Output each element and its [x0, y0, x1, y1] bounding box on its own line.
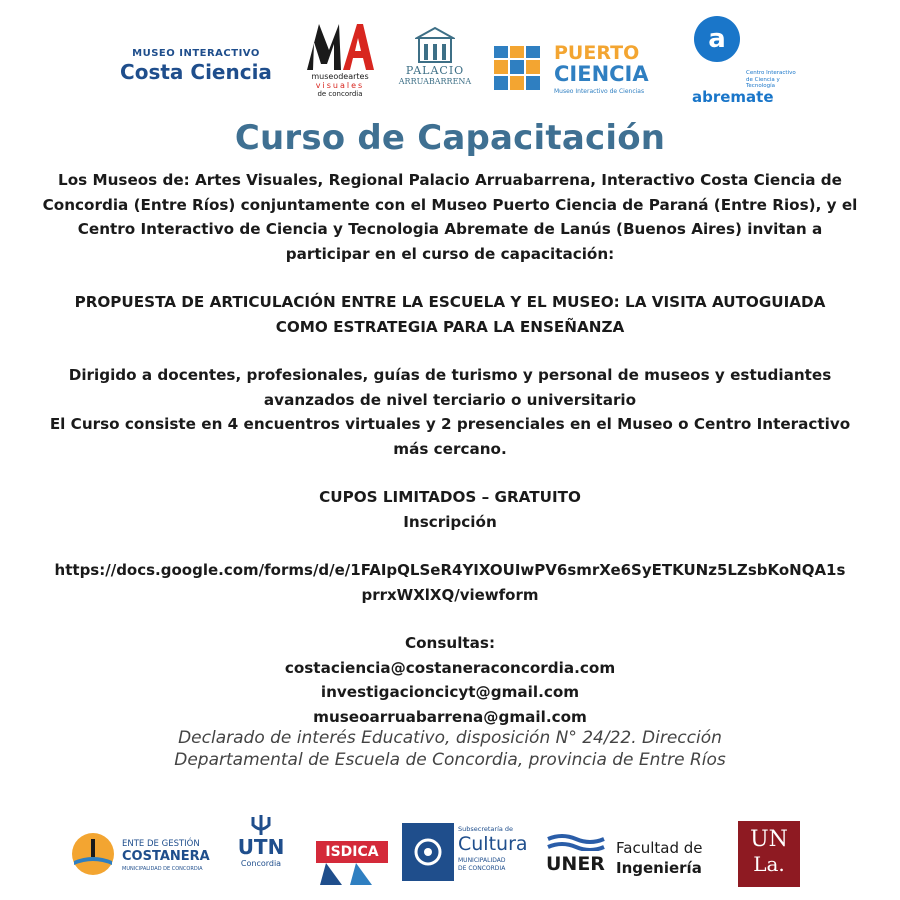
- audience-line: El Curso consiste en 4 encuentros virtuales y 2 presenciales en el Museo o Centro Interactivo: [49, 415, 851, 433]
- utn-label: UTN: [237, 835, 285, 859]
- uner-logo: [546, 833, 716, 885]
- museo-artes-logo: [300, 20, 380, 108]
- costanera-line2: COSTANERA: [122, 849, 210, 864]
- facultad-line2: Ingeniería: [616, 859, 702, 877]
- audience-paragraph: [20, 363, 880, 461]
- utn-symbol-icon: [249, 815, 273, 835]
- declaration-line: Departamental de Escuela de Concordia, provincia de Entre Ríos: [174, 750, 726, 770]
- declaration-note: [0, 727, 900, 771]
- cultura-logo: [402, 823, 530, 885]
- palace-icon: [415, 26, 455, 64]
- costa-ciencia-logo: [106, 48, 286, 92]
- proposal-title: [20, 290, 880, 339]
- abremate-sub2: de Ciencia y Tecnología: [746, 77, 780, 89]
- isdica-logo: [316, 829, 388, 887]
- unla-logo: [738, 821, 800, 887]
- puerto-sub: Museo Interactivo de Ciencias: [554, 88, 645, 95]
- contact-email[interactable]: investigacioncicyt@gmail.com: [320, 683, 580, 701]
- contacts-label: Consultas:: [404, 634, 496, 652]
- page-title: Curso de Capacitación: [234, 118, 666, 158]
- quota-label: CUPOS LIMITADOS – GRATUITO: [319, 488, 581, 506]
- intro-line: Los Museos de: Artes Visuales, Regional Palacio Arruabarrena, Interactivo Costa Ciencia de: [58, 171, 842, 189]
- ma-icon: [305, 20, 375, 72]
- utn-sub: Concordia: [240, 859, 282, 868]
- puerto-blocks-icon: [492, 42, 544, 94]
- audience-line: más cercano.: [393, 439, 507, 458]
- contact-email[interactable]: costaciencia@costaneraconcordia.com: [284, 658, 616, 677]
- museo-artes-line3: de concordia: [317, 90, 363, 98]
- costa-ciencia-label: Costa Ciencia: [120, 60, 272, 84]
- declaration-line: Declarado de interés Educativo, disposición N° 24/22. Dirección: [178, 728, 722, 748]
- announcement-body: [20, 168, 880, 729]
- contact-email[interactable]: museoarruabarrena@gmail.com: [313, 707, 587, 726]
- cultura-sub2: DE CONCORDIA: [458, 865, 506, 872]
- costanera-logo: [70, 825, 220, 885]
- museo-artes-line1: museodeartes: [311, 72, 369, 81]
- audience-line: Dirigido a docentes, profesionales, guías de turismo y personal de museos y estudiantes: [68, 366, 832, 384]
- isdica-label: ISDICA: [316, 841, 388, 863]
- cultura-emblem-icon: [402, 823, 454, 881]
- sponsor-logos-bottom: [70, 815, 810, 893]
- contacts-block: [20, 631, 880, 729]
- puerto-ciencia-logo: [492, 42, 672, 102]
- abremate-sub1: Centro Interactivo: [746, 70, 796, 76]
- utn-logo: [232, 815, 290, 891]
- link-line[interactable]: https://docs.google.com/forms/d/e/1FAIpQLSeR4YIXOUIwPV6smrXe6SyETKUNz5LZsbKoNQA1s: [54, 561, 846, 579]
- abremate-label: abremate: [692, 88, 774, 106]
- intro-line: Centro Interactivo de Ciencia y Tecnologia Abremate de Lanús (Buenos Aires) invitan a: [77, 220, 823, 238]
- inscription-label: Inscripción: [403, 512, 497, 531]
- quota-block: [20, 485, 880, 534]
- palacio-line2: ARRUABARRENA: [398, 77, 472, 86]
- abremate-circle-icon: [692, 14, 742, 64]
- cultura-sub1: MUNICIPALIDAD: [458, 857, 506, 864]
- unla-line1: UN: [750, 827, 788, 852]
- link-line[interactable]: prrxWXlXQ/viewform: [361, 585, 539, 604]
- cultura-label: Cultura: [458, 833, 528, 855]
- costa-ciencia-small-label: MUSEO INTERACTIVO: [132, 48, 260, 59]
- puerto-line2: CIENCIA: [554, 62, 649, 86]
- palacio-arruabarrena-logo: [395, 26, 475, 106]
- sun-icon: [70, 831, 116, 877]
- puerto-line1: PUERTO: [554, 42, 640, 64]
- abremate-logo: [688, 14, 800, 108]
- unla-line2: La.: [753, 852, 785, 876]
- svg-text:a: a: [708, 24, 726, 54]
- cultura-small: Subsecretaría de: [458, 825, 514, 833]
- intro-paragraph: [20, 168, 880, 266]
- intro-line: participar en el curso de capacitación:: [285, 244, 615, 263]
- intro-line: Concordia (Entre Ríos) conjuntamente con el Museo Puerto Ciencia de Paraná (Entre Rios), y el: [42, 195, 858, 214]
- museo-artes-line2: visuales: [315, 81, 365, 90]
- proposal-line: COMO ESTRATEGIA PARA LA ENSEÑANZA: [275, 317, 625, 336]
- uner-label: UNER: [546, 853, 605, 875]
- inscription-link[interactable]: [20, 558, 880, 607]
- sponsor-logos-top: [100, 12, 800, 108]
- proposal-line: PROPUESTA DE ARTICULACIÓN ENTRE LA ESCUELA Y EL MUSEO: LA VISITA AUTOGUIADA: [74, 293, 826, 311]
- isdica-pattern-icon: [316, 863, 388, 885]
- uner-waves-icon: [546, 833, 606, 851]
- palacio-line1: PALACIO: [405, 64, 465, 77]
- costanera-line3: MUNICIPALIDAD DE CONCORDIA: [122, 866, 203, 872]
- costanera-line1: ENTE DE GESTIÓN: [122, 839, 200, 849]
- facultad-line1: Facultad de: [616, 839, 703, 857]
- audience-line: avanzados de nivel terciario o universitario: [263, 390, 637, 409]
